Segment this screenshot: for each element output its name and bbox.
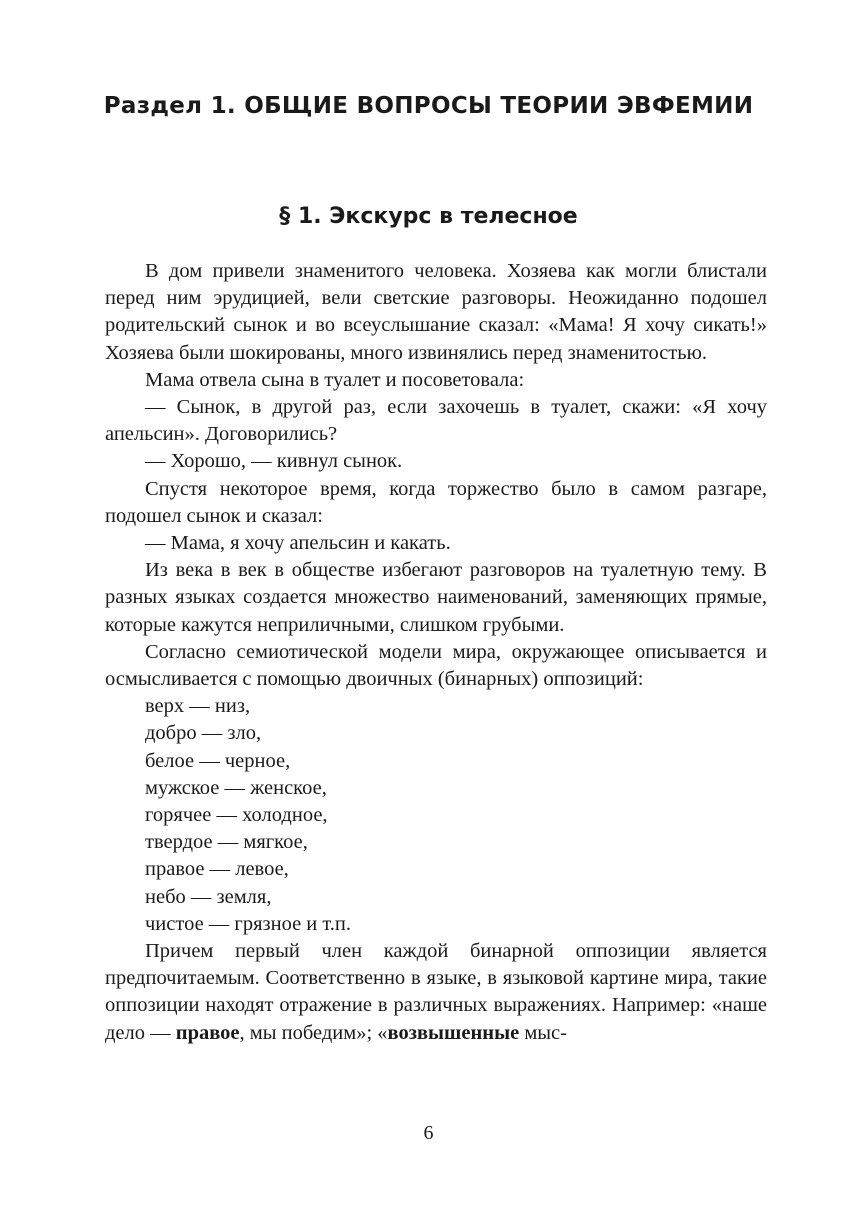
section-heading: Раздел 1. ОБЩИЕ ВОПРОСЫ ТЕОРИИ ЭВФЕМИИ xyxy=(103,93,754,119)
opposition-item: правое — левое, xyxy=(145,858,289,881)
opposition-item: белое — черное, xyxy=(145,749,291,772)
dialog-line-1: — Сынок, в другой раз, если захочешь в туалет, скажи: «Я хочу апельсин». Договорились? xyxy=(105,396,767,446)
opposition-item: горячее — холодное, xyxy=(145,804,328,827)
final-text-3: мыс- xyxy=(519,1021,567,1044)
opposition-item: добро — зло, xyxy=(145,722,262,745)
paragraph-5: Согласно семиотической модели мира, окружающее описывается и осмысливается с помощью двоичных (бинарных) оппозиций: xyxy=(105,640,767,691)
bold-term-vozvyshennye: возвышенные xyxy=(387,1021,520,1044)
bold-term-pravoe: правое xyxy=(175,1021,240,1044)
dialog-line-3: — Мама, я хочу апельсин и какать. xyxy=(145,532,451,555)
paragraph-2: Мама отвела сына в туалет и посоветовала: xyxy=(145,368,525,391)
paragraph-4: Из века в век в обществе избегают разговоров на туалетную тему. В разных языках создается множество наименований, заменяющих прямые, которые кажутся неприличными, слишком грубыми. xyxy=(105,559,767,636)
opposition-item: твердое — мягкое, xyxy=(145,831,308,854)
dialog-line-2: — Хорошо, — кивнул сынок. xyxy=(145,450,403,473)
opposition-item: небо — земля, xyxy=(145,885,272,908)
body-text xyxy=(105,258,767,1047)
opposition-item: верх — низ, xyxy=(145,695,251,718)
opposition-item: чистое — грязное и т.п. xyxy=(145,912,352,935)
paragraph-3: Спустя некоторое время, когда торжество было в самом разгаре, подошел сынок и сказал: xyxy=(105,477,767,527)
paragraph-heading: § 1. Экскурс в телесное xyxy=(279,204,578,229)
page-number: 6 xyxy=(423,1122,434,1144)
final-text-1: Причем первый член каждой бинарной оппозиции является предпочитаемым. Соответственно в языке, в языковой картине мира, такие оппозиции находят отражение в различных выражениях. Например: «наше дело — xyxy=(105,940,767,1044)
final-paragraph xyxy=(105,938,767,1047)
paragraph-1: В дом привели знаменитого человека. Хозяева как могли блистали перед ним эрудицией, вели светские разговоры. Неожиданно подошел родительский сынок и во всеуслышание сказал: «Мама! Я хочу сикать!» Хозяева были шокированы, много извинялись перед знаменитостью. xyxy=(105,260,767,364)
final-text-2: , мы победим»; « xyxy=(239,1021,388,1044)
opposition-item: мужское — женское, xyxy=(145,776,327,799)
oppositions-list xyxy=(105,693,767,938)
